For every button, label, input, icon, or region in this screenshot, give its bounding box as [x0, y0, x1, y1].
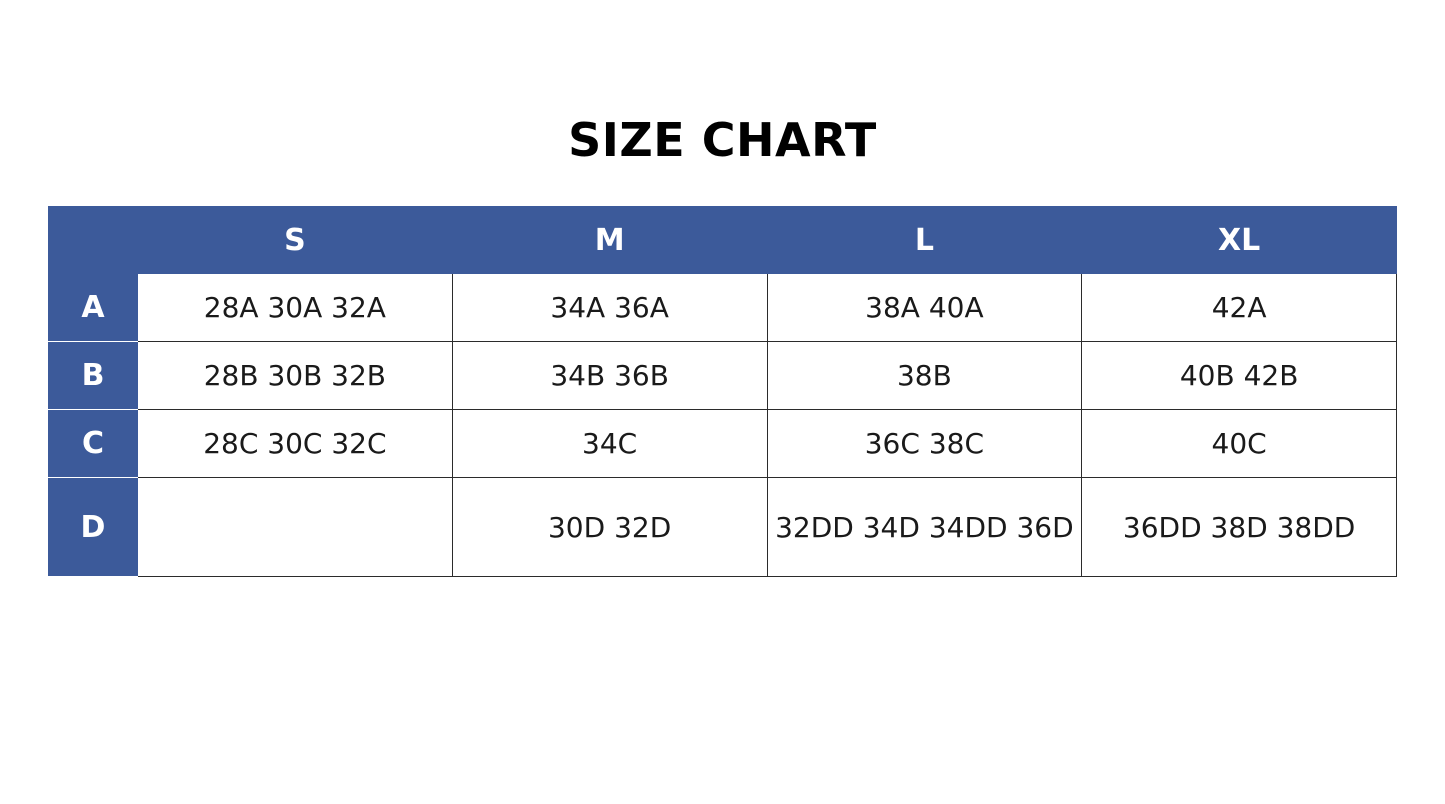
- page-title: SIZE CHART: [568, 113, 877, 167]
- cell-c-xl: 40C: [1082, 410, 1397, 478]
- cell-b-s: 28B 30B 32B: [138, 342, 453, 410]
- cell-d-m: 30D 32D: [452, 478, 767, 577]
- cell-d-xl: 36DD 38D 38DD: [1082, 478, 1397, 577]
- table-header-row: [49, 207, 1397, 274]
- table-corner-cell: [49, 207, 138, 274]
- cell-b-l: 38B: [767, 342, 1082, 410]
- cell-a-s: 28A 30A 32A: [138, 274, 453, 342]
- table-row: [49, 410, 1397, 478]
- cell-d-s: [138, 478, 453, 577]
- cell-b-m: 34B 36B: [452, 342, 767, 410]
- row-header-c: C: [49, 410, 138, 478]
- cell-a-xl: 42A: [1082, 274, 1397, 342]
- cell-a-l: 38A 40A: [767, 274, 1082, 342]
- size-chart-table: [48, 206, 1397, 577]
- cell-c-l: 36C 38C: [767, 410, 1082, 478]
- row-header-b: B: [49, 342, 138, 410]
- table-row: [49, 342, 1397, 410]
- cell-b-xl: 40B 42B: [1082, 342, 1397, 410]
- cell-a-m: 34A 36A: [452, 274, 767, 342]
- column-header-m: M: [452, 207, 767, 274]
- cell-c-s: 28C 30C 32C: [138, 410, 453, 478]
- column-header-xl: XL: [1082, 207, 1397, 274]
- column-header-s: S: [138, 207, 453, 274]
- table-row: [49, 478, 1397, 577]
- column-header-l: L: [767, 207, 1082, 274]
- row-header-d: D: [49, 478, 138, 577]
- cell-c-m: 34C: [452, 410, 767, 478]
- table-row: [49, 274, 1397, 342]
- cell-d-l: 32DD 34D 34DD 36D: [767, 478, 1082, 577]
- row-header-a: A: [49, 274, 138, 342]
